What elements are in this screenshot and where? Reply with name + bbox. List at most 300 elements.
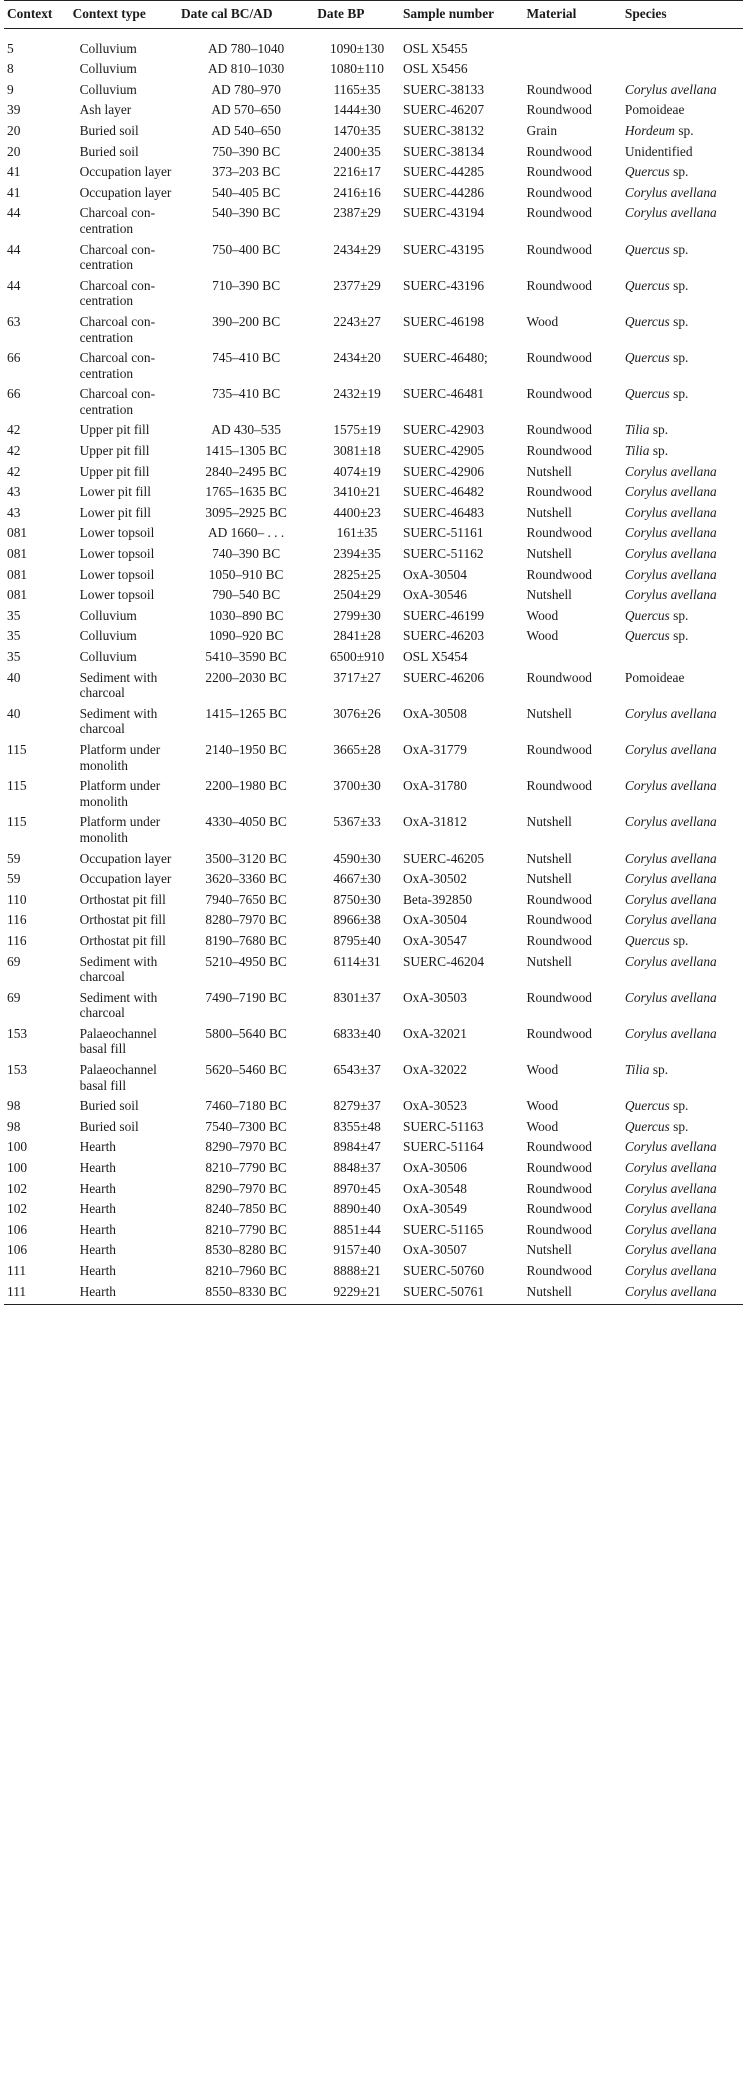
material-cell: Roundwood xyxy=(526,669,593,685)
table-row xyxy=(4,97,743,118)
date-cal-cell: 8210–7790 BC xyxy=(205,1221,287,1237)
date-cal-cell: 7940–7650 BC xyxy=(205,891,287,907)
context-cell: 20 xyxy=(7,143,21,159)
context-type-cell: Palaeochannel basal fill xyxy=(79,1025,157,1057)
sample-number-cell: SUERC-42905 xyxy=(402,443,485,459)
material-cell: Roundwood xyxy=(526,566,593,582)
table-body xyxy=(4,28,743,1305)
date-cal-cell: 3095–2925 BC xyxy=(205,504,287,520)
date-bp-cell: 8301±37 xyxy=(333,989,381,1005)
context-type-cell: Orthostat pit fill xyxy=(79,891,166,907)
sample-number-cell: SUERC-50760 xyxy=(402,1263,485,1278)
material-cell: Roundwood xyxy=(526,1201,593,1217)
material-cell: Nutshell xyxy=(526,1242,572,1258)
date-cal-cell: 740–390 BC xyxy=(212,546,281,562)
date-cal-cell: AD 780–970 xyxy=(211,81,281,97)
date-cal-cell: 8550–8330 BC xyxy=(178,1279,314,1305)
table-row xyxy=(4,479,743,500)
context-cell: 106 xyxy=(7,1221,28,1237)
species-cell: Corylus avellana xyxy=(624,989,717,1005)
context-cell: 66 xyxy=(7,350,21,366)
material-cell: Wood xyxy=(526,1098,559,1114)
context-type-cell: Lower pit fill xyxy=(79,504,151,520)
species-cell xyxy=(622,644,743,665)
table-row xyxy=(4,345,743,381)
date-cal-cell: 4330–4050 BC xyxy=(205,814,287,830)
context-type-cell: Colluvium xyxy=(79,628,137,644)
species-cell: Corylus avellana xyxy=(624,484,717,500)
context-cell: 110 xyxy=(7,891,27,907)
table-row xyxy=(4,77,743,98)
material-cell: Nutshell xyxy=(524,1279,622,1305)
context-cell: 100 xyxy=(7,1160,28,1176)
species-cell xyxy=(622,56,743,77)
context-cell: 42 xyxy=(7,422,21,438)
date-bp-cell: 8848±37 xyxy=(333,1160,381,1176)
species-cell: Corylus avellana xyxy=(624,1160,717,1176)
date-bp-cell: 3081±18 xyxy=(333,443,381,459)
date-bp-cell: 8890±40 xyxy=(333,1201,381,1217)
material-cell: Roundwood xyxy=(526,1221,593,1237)
species-genus: Quercus xyxy=(624,277,670,293)
material-cell: Nutshell xyxy=(526,587,572,603)
date-cal-cell: 7540–7300 BC xyxy=(205,1118,287,1134)
species-cell: Corylus avellana xyxy=(624,463,717,479)
sample-number-cell: SUERC-46483 xyxy=(402,504,485,520)
date-cal-cell: 750–400 BC xyxy=(212,241,281,257)
context-cell: 43 xyxy=(7,484,21,500)
context-type-cell: Hearth xyxy=(79,1242,116,1258)
material-cell xyxy=(524,644,622,665)
material-cell: Wood xyxy=(526,313,559,329)
context-cell: 100 xyxy=(7,1139,28,1155)
species-genus: Quercus xyxy=(624,607,670,623)
context-cell: 44 xyxy=(7,277,21,293)
species-cell: Corylus avellana xyxy=(624,891,717,907)
material-cell: Nutshell xyxy=(526,504,572,520)
species-cell: Corylus avellana xyxy=(624,1201,717,1217)
table-row xyxy=(4,1155,743,1176)
material-cell: Nutshell xyxy=(526,871,572,887)
table-row xyxy=(4,273,743,309)
sample-number-cell: OxA-30507 xyxy=(402,1242,467,1258)
species-genus: Quercus xyxy=(624,313,670,329)
species-suffix: sp. xyxy=(669,1098,689,1114)
date-bp-cell: 1444±30 xyxy=(333,102,381,118)
date-cal-cell: 3500–3120 BC xyxy=(205,850,287,866)
context-type-cell: Platform under monolith xyxy=(79,778,161,809)
context-type-cell: Hearth xyxy=(70,1279,178,1305)
table-row xyxy=(4,866,743,887)
material-cell: Roundwood xyxy=(526,1160,593,1176)
context-cell: 59 xyxy=(7,850,21,866)
material-cell: Roundwood xyxy=(526,989,593,1005)
material-cell: Roundwood xyxy=(526,350,593,366)
species-cell: Corylus avellana xyxy=(624,184,717,200)
date-cal-cell: 8190–7680 BC xyxy=(205,932,287,948)
material-cell: Roundwood xyxy=(526,386,593,402)
sample-number-cell: SUERC-43195 xyxy=(402,241,485,257)
species-cell: Corylus avellana xyxy=(624,1025,717,1041)
date-cal-cell: 7490–7190 BC xyxy=(205,989,287,1005)
material-cell: Roundwood xyxy=(526,741,593,757)
material-cell: Roundwood xyxy=(526,184,593,200)
context-type-cell: Sediment with charcoal xyxy=(79,669,158,701)
context-cell: 43 xyxy=(7,504,21,520)
date-bp-cell: 8851±44 xyxy=(333,1221,381,1237)
table-row xyxy=(4,1279,743,1305)
table-row xyxy=(4,1217,743,1238)
context-cell: 081 xyxy=(7,587,28,603)
date-cal-cell: 373–203 BC xyxy=(212,164,281,180)
species-cell: Corylus avellana xyxy=(624,587,717,603)
date-bp-cell: 9157±40 xyxy=(333,1242,381,1258)
context-type-cell: Buried soil xyxy=(79,1118,139,1134)
sample-number-cell: SUERC-42903 xyxy=(402,422,485,438)
species-genus: Tilia xyxy=(624,1062,650,1078)
sample-number-cell: OxA-30508 xyxy=(402,705,467,721)
date-cal-cell: 8210–7790 BC xyxy=(205,1160,287,1176)
context-type-cell: Charcoal concentration xyxy=(79,386,156,417)
date-bp-cell: 6114±31 xyxy=(333,953,381,969)
date-cal-cell: 1415–1265 BC xyxy=(205,705,287,721)
date-cal-cell: 1090–920 BC xyxy=(208,628,284,644)
table-row xyxy=(4,1134,743,1155)
date-cal-cell: 5410–3590 BC xyxy=(205,649,287,664)
table-row xyxy=(4,562,743,583)
date-bp-cell: 1080±110 xyxy=(330,61,384,77)
material-cell: Nutshell xyxy=(526,850,572,866)
context-type-cell: Upper pit fill xyxy=(79,463,150,479)
table-row xyxy=(4,309,743,345)
species-cell: Corylus avellana xyxy=(624,912,717,928)
species-cell: Corylus avellana xyxy=(624,81,717,97)
date-bp-cell: 8888±21 xyxy=(333,1263,381,1278)
table-row xyxy=(4,949,743,985)
material-cell: Wood xyxy=(526,1118,559,1134)
context-type-cell: Colluvium xyxy=(79,607,137,623)
context-type-cell: Lower topsoil xyxy=(79,566,155,582)
date-cal-cell: 1050–910 BC xyxy=(208,566,284,582)
sample-number-cell: OxA-31779 xyxy=(402,741,467,757)
species-cell: Pomoideae xyxy=(624,669,685,685)
date-cal-cell: 8280–7970 BC xyxy=(205,912,287,928)
material-cell: Nutshell xyxy=(526,546,572,562)
context-cell: 153 xyxy=(7,1025,28,1041)
date-bp-cell: 8984±47 xyxy=(333,1139,381,1155)
date-bp-cell: 6543±37 xyxy=(333,1062,381,1078)
sample-number-cell: OSL X5455 xyxy=(402,40,468,56)
sample-number-cell: SUERC-38132 xyxy=(402,122,485,138)
sample-number-cell: SUERC-46481 xyxy=(402,386,485,402)
species-cell: Corylus avellana xyxy=(624,205,717,221)
species-cell: Corylus avellana xyxy=(624,814,717,830)
material-cell: Nutshell xyxy=(526,814,572,830)
species-genus: Quercus xyxy=(624,1118,670,1134)
sample-number-cell: SUERC-38133 xyxy=(402,81,485,97)
material-cell: Roundwood xyxy=(526,932,593,948)
species-cell: Corylus avellana xyxy=(624,778,717,794)
context-type-cell: Sediment with charcoal xyxy=(79,705,158,737)
sample-number-cell: OxA-31780 xyxy=(402,778,467,794)
sample-number-cell: SUERC-46205 xyxy=(402,850,485,866)
context-type-cell: Occupation layer xyxy=(79,184,172,200)
date-bp-cell: 8970±45 xyxy=(333,1180,381,1196)
date-bp-cell: 2504±29 xyxy=(333,587,381,603)
material-cell: Roundwood xyxy=(526,525,593,541)
date-bp-cell: 4667±30 xyxy=(333,871,381,887)
species-genus: Quercus xyxy=(624,241,670,257)
context-type-cell: Palaeochannel basal fill xyxy=(79,1062,157,1093)
species-cell xyxy=(622,603,743,624)
date-cal-cell: 8210–7960 BC xyxy=(205,1263,287,1278)
context-cell: 44 xyxy=(7,241,21,257)
date-bp-cell: 8966±38 xyxy=(333,912,381,928)
sample-number-cell: SUERC-46199 xyxy=(402,607,485,623)
sample-number-cell: Beta-392850 xyxy=(402,891,473,907)
species-cell: Corylus avellana xyxy=(624,566,717,582)
sample-number-cell: SUERC-46206 xyxy=(402,669,485,685)
sample-number-cell: SUERC-51162 xyxy=(402,546,484,562)
date-cal-cell: 735–410 BC xyxy=(212,386,281,402)
header-row xyxy=(4,1,743,29)
date-bp-cell: 8279±37 xyxy=(333,1098,381,1114)
context-cell: 081 xyxy=(7,566,28,582)
material-cell: Roundwood xyxy=(526,484,593,500)
species-cell xyxy=(622,1093,743,1114)
sample-number-cell: SUERC-42906 xyxy=(402,463,485,479)
header-date-bp: Date BP xyxy=(314,1,400,29)
context-type-cell: Charcoal concentration xyxy=(79,241,156,273)
date-cal-cell: 745–410 BC xyxy=(212,350,281,366)
context-cell: 116 xyxy=(7,912,27,928)
table-row xyxy=(4,139,743,160)
species-suffix: sp. xyxy=(669,932,689,948)
species-cell xyxy=(622,381,743,417)
date-bp-cell: 2841±28 xyxy=(333,628,381,644)
date-bp-cell: 2377±29 xyxy=(333,277,381,293)
date-bp-cell: 1575±19 xyxy=(333,422,381,438)
date-cal-cell: 2200–2030 BC xyxy=(205,669,287,685)
species-cell xyxy=(622,159,743,180)
context-type-cell: Buried soil xyxy=(79,143,139,159)
context-type-cell: Charcoal concentration xyxy=(79,313,156,345)
sample-number-cell: OxA-30503 xyxy=(402,989,467,1005)
material-cell: Roundwood xyxy=(526,1180,593,1196)
table-row xyxy=(4,928,743,949)
sample-number-cell: SUERC-46203 xyxy=(402,628,485,644)
material-cell: Roundwood xyxy=(526,164,593,180)
sample-number-cell: OxA-30506 xyxy=(402,1160,467,1176)
sample-number-cell: OxA-30546 xyxy=(402,587,467,603)
table-row xyxy=(4,985,743,1021)
context-cell: 102 xyxy=(7,1201,28,1217)
species-genus: Quercus xyxy=(624,164,670,180)
date-bp-cell: 2416±16 xyxy=(333,184,381,200)
context-cell: 63 xyxy=(7,313,21,329)
material-cell: Wood xyxy=(526,1062,559,1078)
date-bp-cell: 8795±40 xyxy=(333,932,381,948)
sample-number-cell: OxA-30504 xyxy=(402,566,467,582)
context-type-cell: Charcoal concentration xyxy=(79,205,156,236)
date-bp-cell: 3717±27 xyxy=(333,669,381,685)
species-cell xyxy=(622,28,743,56)
sample-number-cell: SUERC-51164 xyxy=(402,1139,484,1155)
species-cell: Corylus avellana xyxy=(624,741,717,757)
species-suffix: sp. xyxy=(669,313,689,329)
sample-number-cell: SUERC-51163 xyxy=(402,1118,484,1134)
table-row xyxy=(4,701,743,737)
species-cell: Corylus avellana xyxy=(622,1279,743,1305)
material-cell: Roundwood xyxy=(526,1139,593,1155)
species-cell xyxy=(622,118,743,139)
context-type-cell: Hearth xyxy=(79,1160,116,1176)
material-cell: Grain xyxy=(526,122,558,138)
species-genus: Tilia xyxy=(624,422,650,438)
context-type-cell: Hearth xyxy=(79,1139,116,1155)
date-cal-cell: 2200–1980 BC xyxy=(205,778,287,794)
material-cell: Roundwood xyxy=(526,891,593,907)
context-cell: 35 xyxy=(7,607,21,623)
species-suffix: sp. xyxy=(669,277,689,293)
context-type-cell: Hearth xyxy=(79,1221,116,1237)
date-cal-cell: 7460–7180 BC xyxy=(205,1098,287,1114)
date-bp-cell: 4400±23 xyxy=(333,504,381,520)
date-bp-cell: 8355±48 xyxy=(333,1118,381,1134)
context-cell: 081 xyxy=(7,546,28,562)
table-row xyxy=(4,541,743,562)
sample-number-cell: SUERC-44285 xyxy=(402,164,485,180)
date-bp-cell: 4590±30 xyxy=(333,850,381,866)
table-row xyxy=(4,1237,743,1258)
material-cell: Roundwood xyxy=(526,277,593,293)
date-bp-cell: 3076±26 xyxy=(333,705,381,721)
sample-number-cell: SUERC-43196 xyxy=(402,277,485,293)
sample-number-cell: SUERC-43194 xyxy=(402,205,485,221)
sample-number-cell: OxA-32022 xyxy=(402,1062,467,1078)
date-cal-cell: AD 430–535 xyxy=(211,422,281,438)
table-row xyxy=(4,773,743,809)
species-cell: Corylus avellana xyxy=(624,1180,717,1196)
date-cal-cell: 390–200 BC xyxy=(212,313,281,329)
table-row xyxy=(4,1093,743,1114)
sample-number-cell: SUERC-46482 xyxy=(402,484,485,500)
context-cell: 111 xyxy=(4,1279,70,1305)
date-cal-cell: 540–390 BC xyxy=(212,205,281,221)
species-cell: Corylus avellana xyxy=(624,953,717,969)
date-bp-cell: 1090±130 xyxy=(329,40,385,56)
table-row xyxy=(4,582,743,603)
species-genus: Quercus xyxy=(624,350,670,366)
context-cell: 153 xyxy=(7,1062,28,1078)
material-cell xyxy=(524,56,622,77)
material-cell: Roundwood xyxy=(526,205,593,221)
context-cell: 69 xyxy=(7,953,21,969)
context-type-cell: Colluvium xyxy=(79,649,137,664)
date-bp-cell: 6500±910 xyxy=(329,649,385,664)
material-cell: Nutshell xyxy=(526,463,572,479)
date-bp-cell: 6833±40 xyxy=(333,1025,381,1041)
date-bp-cell: 1470±35 xyxy=(333,122,381,138)
date-cal-cell: AD 810–1030 xyxy=(207,61,285,77)
date-bp-cell: 3410±21 xyxy=(333,484,381,500)
species-suffix: sp. xyxy=(669,628,689,644)
species-genus: Quercus xyxy=(624,386,670,402)
sample-number-cell: OxA-30549 xyxy=(402,1201,467,1217)
context-cell: 106 xyxy=(7,1242,28,1258)
species-genus: Quercus xyxy=(624,628,670,644)
species-suffix: sp. xyxy=(669,1118,689,1134)
sample-number-cell: SUERC-46204 xyxy=(402,953,485,969)
material-cell xyxy=(524,28,622,56)
species-suffix: sp. xyxy=(649,422,669,438)
date-cal-cell: AD 780–1040 xyxy=(207,40,285,56)
date-cal-cell: 2140–1950 BC xyxy=(205,741,287,757)
material-cell: Roundwood xyxy=(526,422,593,438)
species-cell: Corylus avellana xyxy=(624,546,717,562)
table-row xyxy=(4,1114,743,1135)
table-row xyxy=(4,809,743,845)
context-cell: 35 xyxy=(7,649,21,664)
species-cell: Corylus avellana xyxy=(624,525,717,541)
table-row xyxy=(4,200,743,236)
species-cell xyxy=(622,237,743,273)
context-cell: 41 xyxy=(7,164,21,180)
context-type-cell: Orthostat pit fill xyxy=(79,912,166,928)
context-type-cell: Colluvium xyxy=(79,61,137,77)
table-row xyxy=(4,459,743,480)
context-cell: 8 xyxy=(7,61,14,77)
species-cell xyxy=(622,1114,743,1135)
date-cal-cell: 790–540 BC xyxy=(212,587,281,603)
header-context: Context xyxy=(4,1,70,29)
table-row xyxy=(4,1176,743,1197)
material-cell: Wood xyxy=(526,607,559,623)
context-type-cell: Lower topsoil xyxy=(79,546,155,562)
sample-number-cell: SUERC-51161 xyxy=(402,525,484,541)
date-bp-cell: 2799±30 xyxy=(333,607,381,623)
date-cal-cell: 8290–7970 BC xyxy=(205,1139,287,1155)
header-material: Material xyxy=(524,1,622,29)
table-row xyxy=(4,623,743,644)
species-suffix: sp. xyxy=(649,1062,669,1078)
date-cal-cell: 750–390 BC xyxy=(212,143,281,159)
date-bp-cell: 2432±19 xyxy=(333,386,381,402)
date-cal-cell: 3620–3360 BC xyxy=(205,871,287,887)
sample-number-cell: OxA-31812 xyxy=(402,814,467,830)
context-cell: 35 xyxy=(7,628,21,644)
table-row xyxy=(4,381,743,417)
context-type-cell: Buried soil xyxy=(79,1098,139,1114)
species-cell xyxy=(622,309,743,345)
context-cell: 081 xyxy=(7,525,28,541)
table-row xyxy=(4,500,743,521)
header-species: Species xyxy=(622,1,743,29)
table-row xyxy=(4,1057,743,1093)
material-cell: Nutshell xyxy=(526,705,572,721)
date-cal-cell: 1415–1305 BC xyxy=(205,443,287,459)
table-row xyxy=(4,737,743,773)
table-row xyxy=(4,1021,743,1057)
context-type-cell: Lower topsoil xyxy=(79,525,155,541)
sample-number-cell: OSL X5454 xyxy=(402,649,468,664)
table-row xyxy=(4,665,743,701)
date-bp-cell: 2216±17 xyxy=(333,164,381,180)
context-cell: 98 xyxy=(7,1098,21,1114)
date-cal-cell: 8530–8280 BC xyxy=(205,1242,287,1258)
context-cell: 98 xyxy=(7,1118,21,1134)
date-bp-cell: 2825±25 xyxy=(333,566,381,582)
